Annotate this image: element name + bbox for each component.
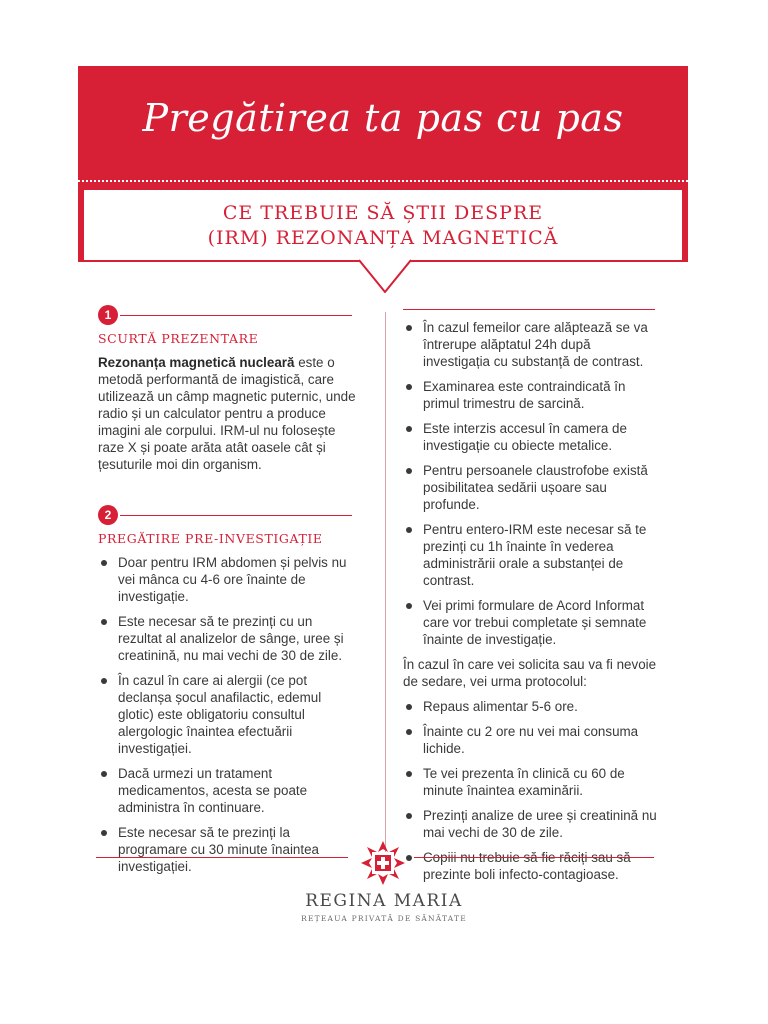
regina-maria-logo-icon [360,840,406,886]
list-item: Doar pentru IRM abdomen și pelvis nu vei mânca cu 4-6 ore înainte de investigație. [98,554,356,605]
banner-bottom-left-rule [78,260,360,262]
list-item: Este interzis accesul în camera de investigație cu obiecte metalice. [403,420,659,454]
sedation-intro: În cazul în care vei solicita sau va fi nevoie de sedare, vei urma protocolul: [403,657,657,689]
list-item: Pentru entero-IRM este necesar să te prezinți cu 1h înainte în vederea administrării orale a substanței de contrast. [403,521,659,589]
section-1-text: este o metodă performantă de imagistică, care utilizează un câmp magnetic puternic, unde radio și un calculator pentru a produce imagini ale corpului. IRM-ul nu folosește raze X și poate arăta atât oasele cât și țesuturile moi din organism. [98,355,356,472]
list-item: Te vei prezenta în clinică cu 60 de minute înaintea examinării. [403,765,659,799]
list-item: Înainte cu 2 ore nu vei mai consuma lichide. [403,723,659,757]
footer-left-rule [96,857,348,858]
section-2-number: 2 [98,505,118,525]
list-item: Pentru persoanele claustrofobe există posibilitatea sedării ușoare sau profunde. [403,462,659,513]
section-1-rule [120,315,352,316]
list-item: Este necesar să te prezinți cu un rezultat al analizelor de sânge, uree și creatinină, nu mai vechi de 30 de zile. [98,613,356,664]
section-2-header [98,505,356,527]
dotted-divider [78,180,688,182]
brand-tagline: REȚEAUA PRIVATĂ DE SĂNĂTATE [301,914,467,923]
subtitle-line-1: CE TREBUIE SĂ ȘTII DESPRE [222,202,544,224]
pre-investigation-list [98,554,356,875]
list-item: În cazul femeilor care alăptează se va întrerupe alăptatul 24h după investigația cu substanță de contrast. [403,319,659,370]
sedation-list [403,698,659,883]
footer-right-rule [414,857,654,858]
subtitle [84,201,682,251]
right-column [403,305,659,891]
list-item: Este necesar să te prezinți la programare cu 30 minute înaintea investigației. [98,824,356,875]
list-item: Repaus alimentar 5-6 ore. [403,698,659,715]
section-1-number: 1 [98,305,118,325]
brand-name: REGINA MARIA [305,891,463,911]
section-2-title: PREGĂTIRE PRE-INVESTIGAȚIE [98,531,323,546]
list-item: Copiii nu trebuie să fie răciți sau să prezinte boli infecto-contagioase. [403,849,659,883]
page-title: Pregătirea ta pas cu pas [142,96,624,140]
section-1-header [98,305,356,327]
list-item: Vei primi formulare de Acord Informat care vor trebui completate și semnate înainte de investigație. [403,597,659,648]
list-item: Dacă urmezi un tratament medicamentos, acesta se poate administra în continuare. [98,765,356,816]
list-item: În cazul în care ai alergii (ce pot declanșa șocul anafilactic, edemul glotic) este obligatoriu consultul alergologic înaintea efectuării investigației. [98,672,356,757]
banner-right-edge [682,188,688,262]
list-item: Examinarea este contraindicată în primul trimestru de sarcină. [403,378,659,412]
section-1-bold-lead: Rezonanța magnetică nucleară [98,355,295,370]
banner-notch [359,259,411,293]
right-column-rule [403,305,659,319]
section-1-body [98,354,356,473]
column-divider [385,312,386,852]
list-item: Prezinți analize de uree și creatinină nu mai vechi de 30 de zile. [403,807,659,841]
banner-bottom-right-rule [410,260,688,262]
subtitle-line-2: (IRM) REZONANȚA MAGNETICĂ [207,227,559,249]
left-column [98,305,356,883]
section-1-title: SCURTĂ PREZENTARE [98,331,259,346]
section-2-rule [120,515,352,516]
guidelines-list [403,319,659,648]
